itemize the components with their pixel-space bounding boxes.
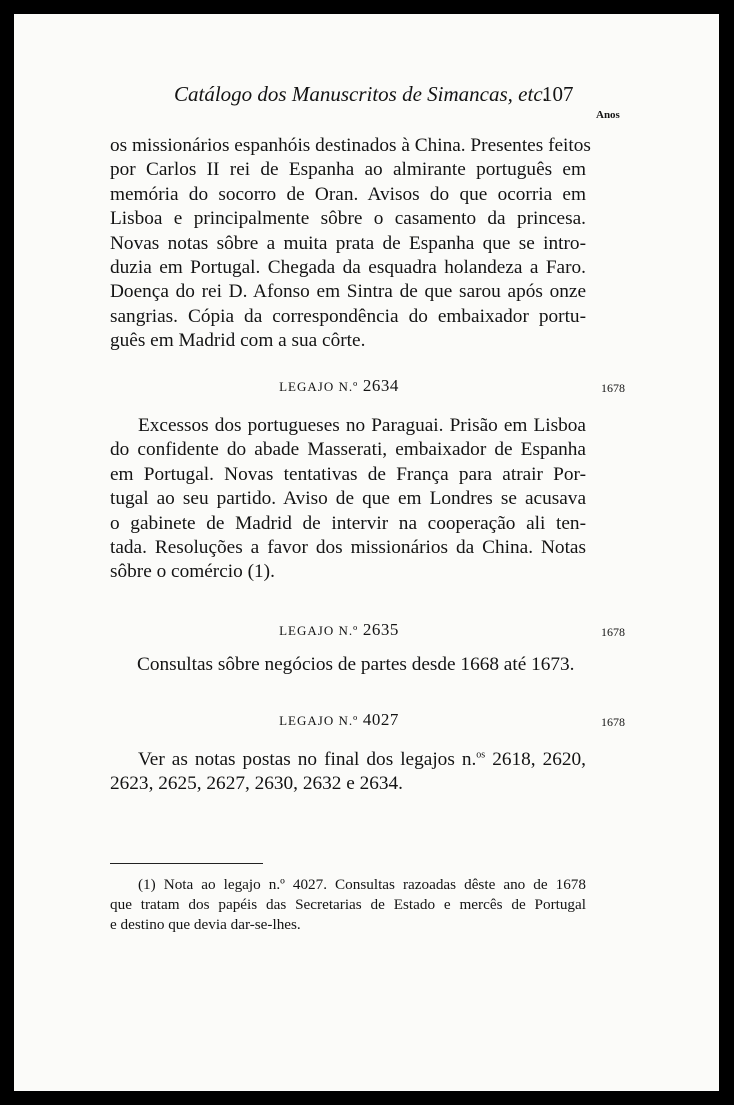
legajo-2635-paragraph: Consultas sôbre negócios de partes desde 1668 até 1673.	[137, 654, 575, 675]
legajo-number: 2634	[362, 376, 399, 395]
text-line	[110, 560, 586, 584]
footnote-line: e destino que devia dar-se-lhes.	[110, 916, 301, 933]
legajo-heading-2635	[14, 620, 664, 640]
text-line: duzia em Portugal. Chegada da esquadra holandeza a Faro.	[110, 256, 586, 278]
year-margin-note: 1678	[601, 715, 625, 729]
text-line: em Portugal. Novas tentativas de França para atrair Por-	[110, 463, 586, 485]
book-page	[14, 14, 719, 1091]
text-line: 2623, 2625, 2627, 2630, 2632 e 2634.	[110, 773, 403, 795]
legajo-label: LEGAJO N.º	[279, 379, 359, 394]
legajo-label: LEGAJO N.º	[279, 623, 359, 638]
text-line: Ver as notas postas no final dos legajos n.$^{os}$ 2618, 2620,	[138, 749, 586, 770]
legajo-heading-2634	[14, 376, 664, 396]
text-line-content: sôbre o comércio	[110, 561, 243, 583]
legajo-label: LEGAJO N.º	[279, 713, 359, 728]
text-line: os missionários espanhóis destinados à China. Presentes feitos	[110, 135, 591, 156]
text-line: por Carlos II rei de Espanha ao almirante português em	[110, 159, 586, 181]
running-header: Catálogo dos Manuscritos de Simancas, etc.	[174, 82, 548, 106]
footnote-line: que tratam dos papéis das Secretarias de Estado e mercês de Portugal	[110, 896, 586, 913]
footnote-divider	[110, 863, 263, 864]
footnote-reference[interactable]: (1).	[247, 561, 275, 583]
text-line: Doença do rei D. Afonso em Sintra de que sarou após onze	[110, 281, 586, 303]
year-margin-note: 1678	[601, 625, 625, 639]
footnote-line: (1) Nota ao legajo n.º 4027. Consultas razoadas dêste ano de 1678	[138, 876, 586, 893]
page-number: 107	[542, 82, 574, 106]
footnote	[110, 875, 586, 935]
year-margin-note: 1678	[601, 381, 625, 395]
margin-label-years: Anos	[596, 109, 620, 121]
legajo-number: 4027	[362, 710, 399, 729]
text-line: Excessos dos portugueses no Paraguai. Prisão em Lisboa	[138, 415, 586, 436]
text-line: tugal ao seu partido. Aviso de que em Londres se acusava	[110, 488, 586, 510]
text-line: memória do socorro de Oran. Avisos do que ocorria em	[110, 183, 586, 205]
text-line: Novas notas sôbre a muita prata de Espanha que se intro-	[110, 232, 586, 254]
text-line: o gabinete de Madrid de intervir na cooperação ali ten-	[110, 512, 586, 534]
text-line: do confidente do abade Masserati, embaixador de Espanha	[110, 439, 586, 461]
text-line: guês em Madrid com a sua côrte.	[110, 330, 366, 352]
legajo-number: 2635	[362, 620, 399, 639]
legajo-2634-paragraph	[110, 414, 586, 585]
intro-paragraph	[110, 134, 591, 354]
legajo-heading-4027	[14, 710, 664, 730]
text-line: tada. Resoluções a favor dos missionários da China. Notas	[110, 536, 586, 558]
text-line: sangrias. Cópia da correspondência do embaixador portu-	[110, 305, 586, 327]
text-line: Lisboa e principalmente sôbre o casamento da princesa.	[110, 208, 586, 230]
legajo-4027-paragraph	[110, 748, 586, 797]
